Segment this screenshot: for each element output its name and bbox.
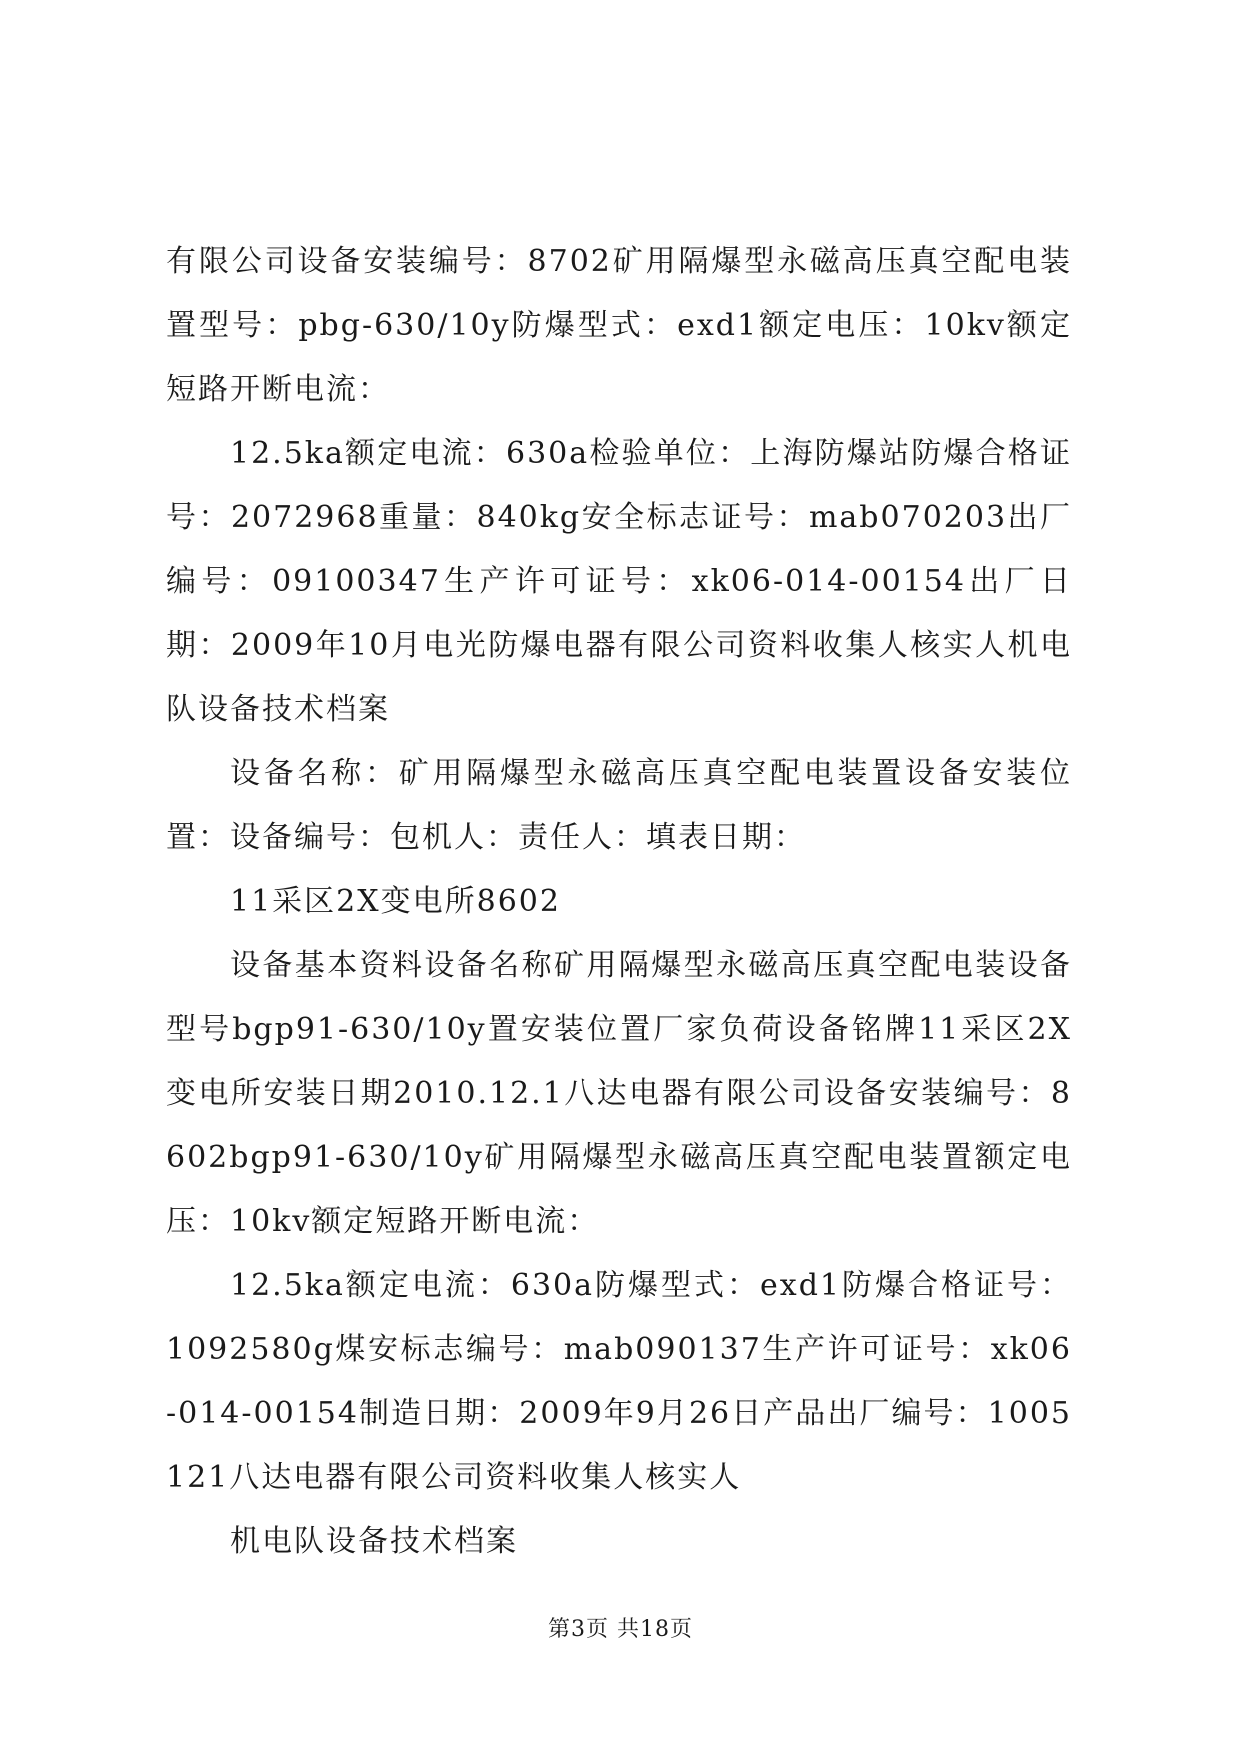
- document-body: [166, 230, 1072, 1574]
- paragraph-6: 12.5ka额定电流：630a防爆型式：exd1防爆合格证号：1092580g煤安标志编号：mab090137生产许可证号：xk06-014-00154制造日期：2009年9月26日产品出厂编号：1005121八达电器有限公司资料收集人核实人: [166, 1268, 1072, 1495]
- paragraph-7: 机电队设备技术档案: [230, 1524, 518, 1559]
- page-number-footer: 第3页 共18页: [548, 1617, 693, 1642]
- paragraph-3: 设备名称：矿用隔爆型永磁高压真空配电装置设备安装位置：设备编号：包机人：责任人：填表日期：: [166, 756, 1072, 855]
- paragraph-1: 有限公司设备安装编号：8702矿用隔爆型永磁高压真空配电装置型号：pbg-630/10y防爆型式：exd1额定电压：10kv额定短路开断电流：: [166, 244, 1072, 407]
- paragraph-4: 11采区2X变电所8602: [230, 884, 561, 919]
- paragraph-5: 设备基本资料设备名称矿用隔爆型永磁高压真空配电装设备型号bgp91-630/10y置安装位置厂家负荷设备铭牌11采区2X变电所安装日期2010.12.1八达电器有限公司设备安装编号：8602bgp91-630/10y矿用隔爆型永磁高压真空配电装置额定电压：10kv额定短路开断电流：: [166, 948, 1072, 1239]
- paragraph-2: 12.5ka额定电流：630a检验单位：上海防爆站防爆合格证号：2072968重量：840kg安全标志证号：mab070203出厂编号：09100347生产许可证号：xk06-014-00154出厂日期：2009年10月电光防爆电器有限公司资料收集人核实人机电队设备技术档案: [166, 436, 1072, 727]
